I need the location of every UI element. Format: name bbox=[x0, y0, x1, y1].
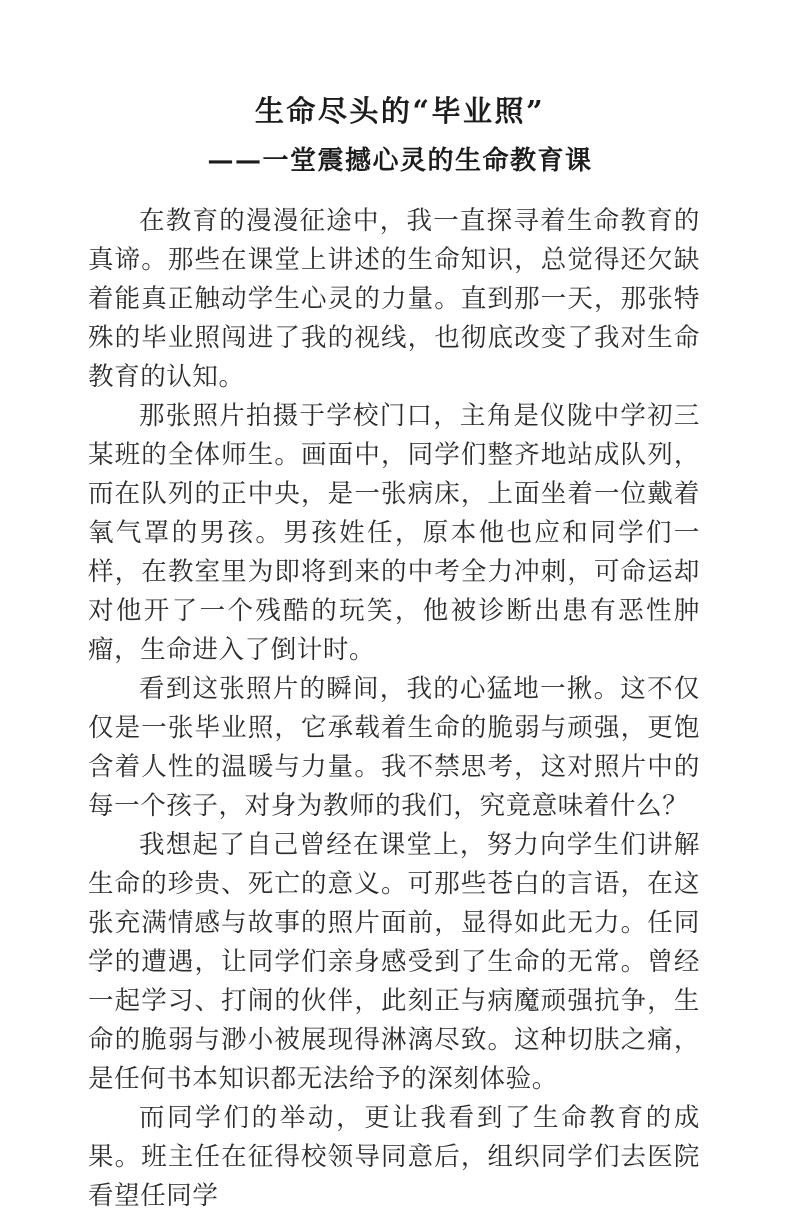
document-body bbox=[0, 179, 800, 1215]
body-paragraph: 我想起了自己曾经在课堂上，努力向学生们讲解生命的珍贵、死亡的意义。可那些苍白的言语，在这张充满情感与故事的照片面前，显得如此无力。任同学的遭遇，让同学们亲身感受到了生命的无常。曾经一起学习、打闹的伙伴，此刻正与病魔顽强抗争，生命的脆弱与渺小被展现得淋漓尽致。这种切肤之痛，是任何书本知识都无法给予的深刻体验。 bbox=[88, 830, 700, 1094]
title-block bbox=[0, 0, 800, 179]
page-title: 生命尽头的“毕业照” bbox=[254, 94, 546, 128]
body-paragraph: 看到这张照片的瞬间，我的心猛地一揪。这不仅仅是一张毕业照，它承载着生命的脆弱与顽强，更饱含着人性的温暖与力量。我不禁思考，这对照片中的每一个孩子，对身为教师的我们，究竟意味着什么？ bbox=[88, 674, 700, 821]
page-subtitle: ——一堂震撼心灵的生命教育课 bbox=[207, 146, 593, 177]
body-paragraph: 在教育的漫漫征途中，我一直探寻着生命教育的真谛。那些在课堂上讲述的生命知识，总觉得还欠缺着能真正触动学生心灵的力量。直到那一天，那张特殊的毕业照闯进了我的视线，也彻底改变了我对生命教育的认知。 bbox=[88, 206, 700, 392]
body-paragraph: 而同学们的举动，更让我看到了生命教育的成果。班主任在征得校领导同意后，组织同学们去医院看望任同学 bbox=[88, 1103, 700, 1211]
body-paragraph: 那张照片拍摄于学校门口，主角是仪陇中学初三某班的全体师生。画面中，同学们整齐地站成队列，而在队列的正中央，是一张病床，上面坐着一位戴着氧气罩的男孩。男孩姓任，原本他也应和同学们一样，在教室里为即将到来的中考全力冲刺，可命运却对他开了一个残酷的玩笑，他被诊断出患有恶性肿瘤，生命进入了倒计时。 bbox=[88, 401, 700, 665]
